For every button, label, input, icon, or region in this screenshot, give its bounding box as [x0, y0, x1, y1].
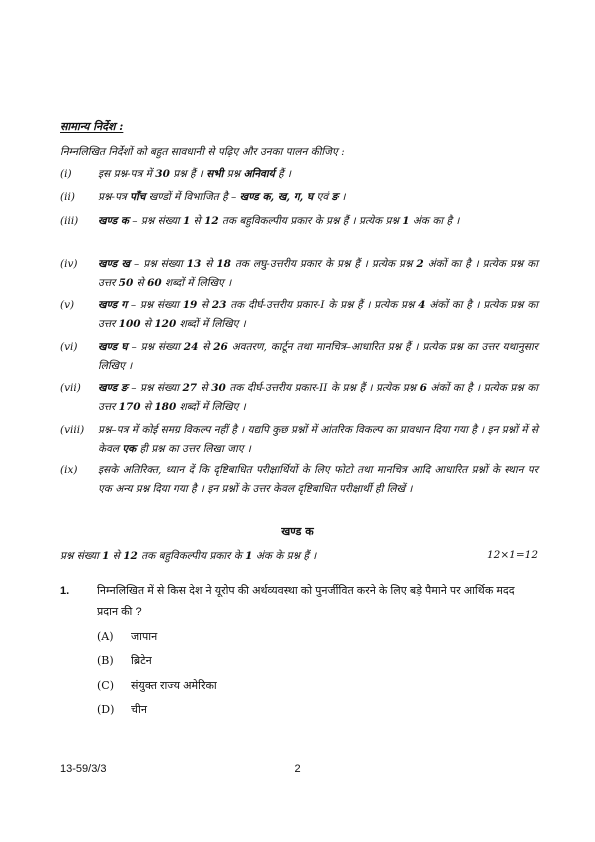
- section-title: खण्ड क: [281, 525, 314, 538]
- paper-code: 13-59/3/3: [60, 763, 107, 775]
- option-text: ब्रिटेन: [131, 655, 152, 667]
- option-label: (D): [97, 703, 115, 716]
- question-number: 1.: [60, 585, 70, 597]
- instruction-number: (vii): [60, 382, 81, 394]
- option-text: जापान: [131, 631, 158, 643]
- instruction-text: प्रश्न–पत्र में कोई समग्र विकल्प नहीं है । यद्यपि कुछ प्रश्नों में आंतरिक विकल्प का प्रावधान दिया गया है । इन प्रश्नों में से केवल एक ही प्रश्न का उत्तर लिखा जाए ।: [98, 424, 538, 455]
- instruction-item: [60, 421, 538, 459]
- section-marks: 12×1=12: [487, 549, 538, 561]
- general-instructions-heading: सामान्य निर्देश :: [60, 120, 124, 133]
- instruction-number: (viii): [60, 424, 85, 436]
- instruction-number: (v): [60, 299, 75, 311]
- instruction-number: (ii): [60, 191, 75, 203]
- instruction-item: [60, 255, 538, 293]
- option-label: (B): [97, 654, 114, 667]
- instruction-item: [60, 165, 538, 184]
- instruction-number: (vi): [60, 341, 78, 353]
- instruction-item: [60, 212, 538, 231]
- instruction-item: [60, 379, 538, 417]
- section-note: प्रश्न संख्या 1 से 12 तक बहुविकल्पीय प्रकार के 1 अंक के प्रश्न हैं । 12×1=12: [60, 549, 538, 562]
- instruction-item: [60, 461, 538, 499]
- instruction-number: (iii): [60, 215, 79, 227]
- instruction-item: [60, 296, 538, 334]
- option-label: (A): [97, 630, 114, 643]
- page-number: 2: [294, 763, 301, 775]
- instruction-text: खण्ड ङ – प्रश्न संख्या 27 से 30 तक दीर्घ-उत्तरीय प्रकार-II के प्रश्न हैं । प्रत्येक प्रश्न 6 अंकों का है । प्रत्येक प्रश्न का उत्तर 170 से 180 शब्दों में लिखिए ।: [98, 382, 538, 413]
- instruction-number: (i): [60, 168, 72, 180]
- instruction-item: [60, 188, 538, 207]
- instruction-number: (ix): [60, 464, 78, 476]
- instruction-item: [60, 338, 538, 376]
- instruction-text: खण्ड ग – प्रश्न संख्या 19 से 23 तक दीर्घ-उत्तरीय प्रकार-I के प्रश्न हैं । प्रत्येक प्रश्न 4 अंकों का है । प्रत्येक प्रश्न का उत्तर 100 से 120 शब्दों में लिखिए ।: [98, 299, 538, 330]
- option-text: चीन: [131, 704, 147, 716]
- answer-option: [97, 629, 157, 644]
- answer-option: [97, 678, 217, 693]
- instruction-number: (iv): [60, 258, 78, 270]
- instruction-text: इस प्रश्न-पत्र में 30 प्रश्न हैं । सभी प्रश्न अनिवार्य हैं ।: [98, 168, 291, 180]
- instruction-text: खण्ड क – प्रश्न संख्या 1 से 12 तक बहुविकल्पीय प्रकार के प्रश्न हैं । प्रत्येक प्रश्न 1 अंक का है ।: [98, 215, 460, 227]
- option-label: (C): [97, 679, 114, 692]
- option-text: संयुक्त राज्य अमेरिका: [131, 680, 217, 692]
- instruction-text: प्रश्न-पत्र पाँच खण्डों में विभाजित है – खण्ड क, ख, ग, घ एवं ङ ।: [98, 191, 346, 203]
- answer-option: [97, 653, 152, 668]
- question-text: निम्नलिखित में से किस देश ने यूरोप की अर्थव्यवस्था को पुनर्जीवित करने के लिए बड़े पैमाने पर आर्थिक मदद प्रदान की ?: [97, 585, 515, 618]
- instruction-text: खण्ड ख – प्रश्न संख्या 13 से 18 तक लघु-उत्तरीय प्रकार के प्रश्न हैं । प्रत्येक प्रश्न 2 अंकों का है । प्रत्येक प्रश्न का उत्तर 50 से 60 शब्दों में लिखिए ।: [98, 258, 538, 289]
- instructions-intro: निम्नलिखित निर्देशों को बहुत सावधानी से पढ़िए और उनका पालन कीजिए :: [60, 146, 345, 158]
- answer-option: [97, 702, 147, 717]
- instruction-text: इसके अतिरिक्त, ध्यान दें कि दृष्टिबाधित परीक्षार्थियों के लिए फोटो तथा मानचित्र आदि आधारित प्रश्नों के स्थान पर एक अन्य प्रश्न दिया गया है । इन प्रश्नों के उत्तर केवल दृष्टिबाधित परीक्षार्थी ही लिखें ।: [98, 464, 538, 495]
- instruction-text: खण्ड घ – प्रश्न संख्या 24 से 26 अवतरण, कार्टून तथा मानचित्र–आधारित प्रश्न हैं । प्रत्येक प्रश्न का उत्तर यथानुसार लिखिए ।: [98, 341, 538, 372]
